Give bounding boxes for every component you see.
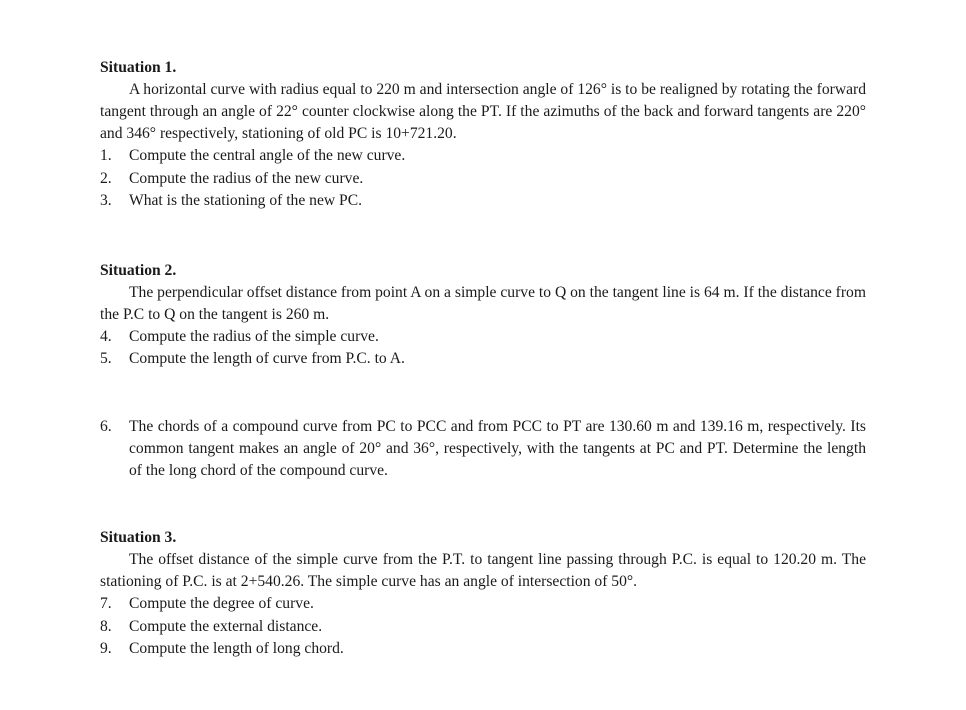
document-page (100, 57, 866, 661)
question-text: Compute the degree of curve. (129, 595, 314, 612)
question-text: Compute the central angle of the new curve. (129, 147, 406, 164)
question-text: Compute the radius of the new curve. (129, 169, 364, 187)
situation-3-questions (100, 593, 866, 660)
question-text: Compute the length of long chord. (129, 640, 344, 657)
question-6 (100, 416, 866, 482)
situation-1-heading: Situation 1. (100, 59, 177, 76)
spacer (100, 213, 866, 260)
question-number: 5. (100, 350, 112, 367)
situation-2-heading: Situation 2. (100, 261, 177, 279)
question-1 (100, 145, 866, 167)
question-number: 6. (100, 417, 112, 435)
question-number: 8. (100, 617, 112, 635)
situation-1-questions (100, 145, 866, 212)
question-text: Compute the radius of the simple curve. (129, 327, 379, 345)
situation-3-paragraph: The offset distance of the simple curve from the P.T. to tangent line passing through P.C. is equal to 120.20 m. The stationing of P.C. is at 2+540.26. The simple curve has an angle of intersection of 50°. (100, 551, 866, 590)
question-number: 4. (100, 327, 112, 345)
question-text: Compute the external distance. (129, 617, 323, 635)
question-number: 1. (100, 147, 112, 164)
situation-2-questions (100, 326, 866, 371)
question-4 (100, 326, 866, 348)
question-number: 2. (100, 169, 112, 187)
question-text: What is the stationing of the new PC. (129, 192, 363, 209)
situation-2-paragraph: The perpendicular offset distance from point A on a simple curve to Q on the tangent line is 64 m. If the distance from the P.C to Q on the tangent is 260 m. (100, 283, 866, 323)
question-5 (100, 348, 866, 370)
problem-6-list (100, 416, 866, 482)
question-2 (100, 168, 866, 190)
question-3 (100, 190, 866, 212)
situation-2 (100, 260, 866, 371)
problem-6 (100, 416, 866, 482)
question-text: Compute the length of curve from P.C. to A. (129, 350, 405, 367)
question-number: 3. (100, 192, 112, 209)
question-8 (100, 616, 866, 638)
spacer (100, 482, 866, 527)
question-9 (100, 638, 866, 660)
situation-3 (100, 527, 866, 660)
situation-1-paragraph: A horizontal curve with radius equal to 220 m and intersection angle of 126° is to be realigned by rotating the forward tangent through an angle of 22° counter clockwise along the PT. If the azimuths of the back and forward tangents are 220° and 346° respectively, stationing of old PC is 10+721.20. (100, 81, 866, 142)
question-number: 9. (100, 640, 112, 657)
spacer (100, 371, 866, 416)
situation-3-heading: Situation 3. (100, 529, 177, 546)
question-7 (100, 593, 866, 615)
situation-1 (100, 57, 866, 212)
question-number: 7. (100, 595, 112, 612)
question-text: The chords of a compound curve from PC to PCC and from PCC to PT are 130.60 m and 139.16 m, respectively. Its common tangent makes an angle of 20° and 36°, respectively, with the tangents at PC and PT. Determine the length of the long chord of the compound curve. (129, 417, 866, 479)
